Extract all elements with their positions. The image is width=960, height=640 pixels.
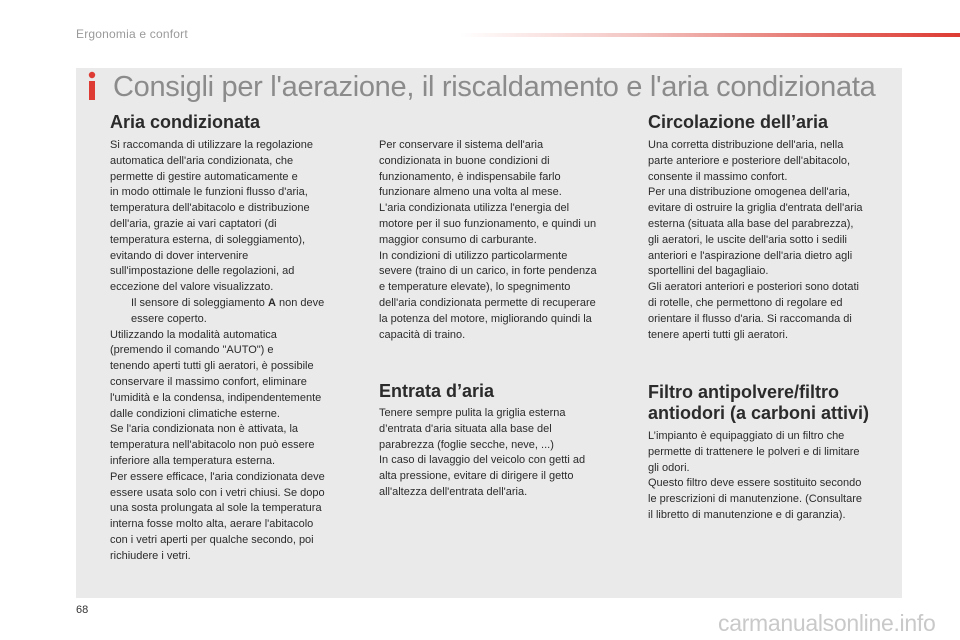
- text-line: sull'impostazione delle regolazioni, ad: [110, 265, 295, 278]
- text-line: di rotelle, che permettono di regolare ed: [648, 296, 843, 309]
- heading-circolazione-aria: Circolazione dell’aria: [648, 112, 829, 132]
- heading-filtro: [648, 382, 894, 424]
- text-line: Si raccomanda di utilizzare la regolazione: [110, 139, 313, 151]
- text-line: funzionare almeno una volta al mese.: [379, 186, 562, 199]
- text-line: L’impianto è equipaggiato di un filtro che: [648, 430, 845, 442]
- text-line: alta pressione, evitare di dirigere il getto: [379, 470, 574, 483]
- note-bullet-icon: [110, 296, 131, 328]
- text-line: Tenere sempre pulita la griglia esterna: [379, 407, 566, 419]
- sensor-note-text: [131, 296, 360, 328]
- aria-condizionata-paragraph-b: [110, 328, 360, 565]
- conservazione-text: [379, 138, 629, 343]
- text-line: temperatura nell'abitacolo non può essere: [110, 439, 315, 452]
- text-line: In caso di lavaggio del veicolo con getti ad: [379, 454, 586, 467]
- text-line: esterna (situata alla base del parabrezza),: [648, 217, 854, 230]
- sensor-note: [110, 296, 360, 328]
- circolazione-aria-text: [648, 138, 894, 343]
- text-line: l'umidità e la condensa, indipendentemente: [110, 391, 322, 404]
- text-line: permette di gestire automaticamente e: [110, 170, 298, 183]
- text-line: In condizioni di utilizzo particolarmente: [379, 249, 568, 262]
- text-line: (premendo il comando "AUTO") e: [110, 344, 274, 357]
- text-line: dalle condizioni climatiche esterne.: [110, 407, 280, 420]
- header-accent-bar: [460, 33, 960, 37]
- text-line: permette di trattenere le polveri e di limitare: [648, 445, 860, 458]
- text-line: consente il massimo confort.: [648, 170, 788, 183]
- text-line: anteriori e l'aspirazione dell'aria dietro agli: [648, 249, 853, 262]
- text-line: parte anteriore e posteriore dell'abitacolo,: [648, 154, 851, 167]
- info-icon: [84, 70, 100, 102]
- text-line: severe (traino di un carico, in forte pendenza: [379, 265, 597, 278]
- entrata-aria-text: [379, 406, 629, 501]
- heading-filtro-line2: antiodori (a carboni attivi): [648, 403, 870, 423]
- text-line: automatica dell'aria condizionata, che: [110, 154, 294, 167]
- text-line: eccezione del valore visualizzato.: [110, 281, 274, 294]
- text-line: maggior consumo di carburante.: [379, 233, 537, 246]
- text-line: le prescrizioni di manutenzione. (Consultare: [648, 493, 862, 506]
- text-line: funzionamento, è indispensabile farlo: [379, 170, 561, 183]
- text-line: orientare il flusso d'aria. Si raccomanda di: [648, 312, 852, 325]
- chapter-header: Ergonomia e confort: [76, 27, 188, 41]
- text-line: L'aria condizionata utilizza l'energia del: [379, 202, 570, 215]
- note-sensor-letter: A: [267, 296, 276, 309]
- text-line: d’entrata d'aria situata alla base del: [379, 422, 552, 435]
- text-line: gli odori.: [648, 461, 690, 474]
- text-line: evitare di ostruire la griglia d'entrata dell'aria: [648, 202, 863, 215]
- filtro-text: [648, 429, 894, 524]
- text-line: dell'aria, grazie ai vari captatori (di: [110, 217, 277, 230]
- text-line: la potenza del motore, migliorando quindi la: [379, 312, 592, 325]
- page-number: 68: [76, 604, 89, 616]
- note-suffix: non deve: [279, 296, 325, 309]
- text-line: Gli aeratori anteriori e posteriori sono dotati: [648, 281, 859, 294]
- text-line: una sosta prolungata al sole la temperatura: [110, 502, 322, 515]
- text-line: il libretto di manutenzione e di garanzia).: [648, 508, 846, 521]
- heading-aria-condizionata: Aria condizionata: [110, 112, 261, 132]
- text-line: in modo ottimale le funzioni flusso d'aria,: [110, 186, 308, 199]
- text-line: e temperature elevate), lo spegnimento: [379, 281, 571, 294]
- text-line: inferiore alla temperatura esterna.: [110, 454, 276, 467]
- text-line: tenere aperti tutti gli aeratori.: [648, 328, 789, 341]
- text-line: tenendo aperti tutti gli aeratori, è possibile: [110, 360, 314, 373]
- text-line: evitando di dover intervenire: [110, 249, 249, 262]
- text-line: condizionata in buone condizioni di: [379, 154, 550, 167]
- text-line: Questo filtro deve essere sostituito secondo: [648, 477, 862, 490]
- heading-filtro-line1: Filtro antipolvere/filtro: [648, 382, 840, 402]
- watermark: carmanualsonline.info: [718, 610, 936, 636]
- aria-condizionata-paragraph-a: [110, 138, 360, 296]
- text-line: essere usata solo con i vetri chiusi. Se dopo: [110, 486, 325, 499]
- note-line2: essere coperto.: [131, 312, 207, 325]
- text-line: parabrezza (foglie secche, neve, ...): [379, 438, 554, 451]
- text-line: temperatura dell'abitacolo e distribuzione: [110, 202, 310, 215]
- text-line: capacità di traino.: [379, 328, 466, 341]
- text-line: Per conservare il sistema dell'aria: [379, 139, 544, 151]
- text-line: all'altezza dell'entrata dell'aria.: [379, 485, 528, 498]
- text-line: Una corretta distribuzione dell'aria, nella: [648, 139, 844, 151]
- aria-condizionata-text: [110, 138, 360, 565]
- heading-entrata-aria: Entrata d’aria: [379, 381, 495, 401]
- text-line: Se l'aria condizionata non è attivata, la: [110, 423, 298, 436]
- note-prefix: Il sensore di soleggiamento: [131, 296, 265, 309]
- text-line: dell'aria condizionata permette di recuperare: [379, 296, 596, 309]
- text-line: temperatura esterna, di soleggiamento),: [110, 233, 306, 246]
- text-line: Utilizzando la modalità automatica: [110, 328, 277, 341]
- text-line: gli aeratori, le uscite dell'aria sotto i sedili: [648, 233, 847, 246]
- text-line: richiudere i vetri.: [110, 549, 191, 562]
- text-line: sportellini del bagagliaio.: [648, 265, 769, 278]
- text-line: conservare il massimo confort, eliminare: [110, 375, 307, 388]
- text-line: Per una distribuzione omogenea dell'aria,: [648, 186, 851, 199]
- text-line: motore per il suo funzionamento, e quindi un: [379, 217, 597, 230]
- text-line: interna fosse molto alta, aerare l'abitacolo: [110, 518, 314, 531]
- text-line: con i vetri aperti per qualche secondo, poi: [110, 533, 314, 546]
- section-title: Consigli per l'aerazione, il riscaldamento e l'aria condizionata: [113, 71, 876, 103]
- text-line: Per essere efficace, l'aria condizionata deve: [110, 470, 325, 483]
